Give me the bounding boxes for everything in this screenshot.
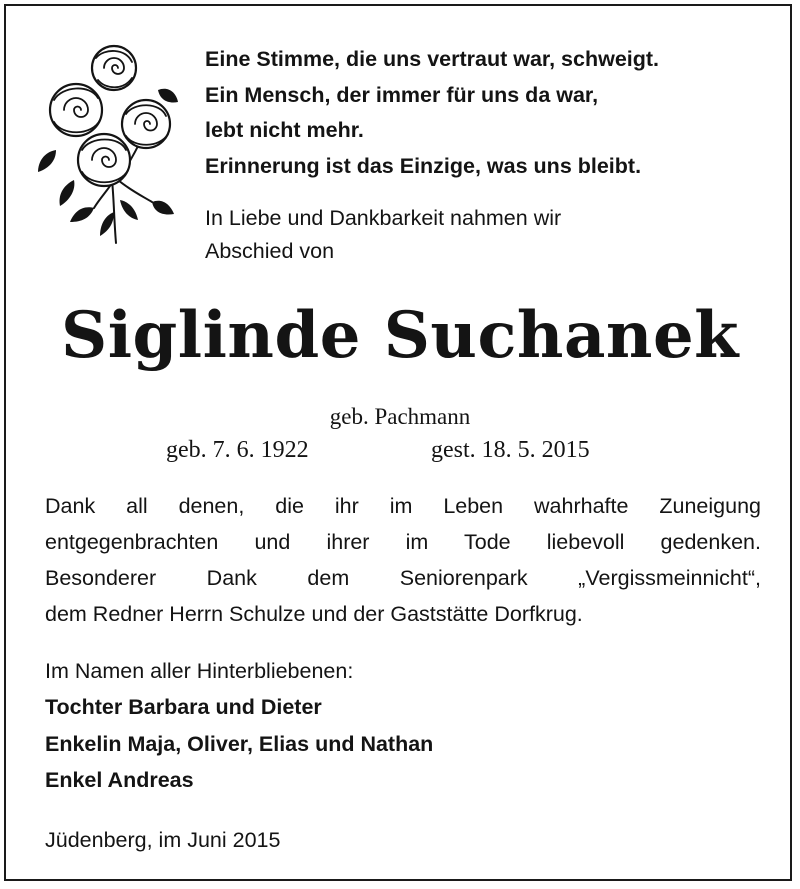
thanks-line: entgegenbrachten und ihrer im Tode liebevoll gedenken.	[45, 530, 761, 554]
thanks-line: Dank all denen, die ihr im Leben wahrhafte Zuneigung	[45, 494, 761, 518]
place-date: Jüdenberg, im Juni 2015	[45, 828, 281, 852]
bereaved-names	[45, 689, 433, 799]
bereaved-name: Tochter Barbara und Dieter	[45, 695, 322, 719]
poem-line: Ein Mensch, der immer für uns da war,	[205, 82, 599, 107]
bereaved-intro: Im Namen aller Hinterbliebenen:	[45, 659, 354, 683]
maiden-name: geb. Pachmann	[329, 404, 471, 429]
poem-line: lebt nicht mehr.	[205, 118, 364, 142]
bereaved-name: Enkelin Maja, Oliver, Elias und Nathan	[45, 731, 434, 756]
deceased-name: Siglinde Suchanek	[61, 298, 739, 373]
rose-bouquet-icon	[34, 40, 179, 245]
thanks-line: dem Redner Herrn Schulze und der Gaststätte Dorfkrug.	[45, 602, 583, 626]
thanks-paragraph	[45, 488, 761, 632]
poem-line: Eine Stimme, die uns vertraut war, schweigt.	[205, 47, 660, 71]
poem-line: Erinnerung ist das Einzige, was uns bleibt.	[205, 153, 642, 178]
death-date: gest. 18. 5. 2015	[431, 437, 590, 463]
birth-date: geb. 7. 6. 1922	[166, 437, 309, 463]
thanks-line: Besonderer Dank dem Seniorenpark „Vergissmeinnicht“,	[45, 566, 761, 590]
obituary-notice	[4, 4, 792, 881]
intro-line: Abschied von	[205, 239, 335, 263]
bereaved-name: Enkel Andreas	[45, 768, 194, 792]
intro-line: In Liebe und Dankbarkeit nahmen wir	[205, 206, 562, 230]
farewell-intro	[205, 202, 561, 268]
poem	[205, 42, 659, 184]
